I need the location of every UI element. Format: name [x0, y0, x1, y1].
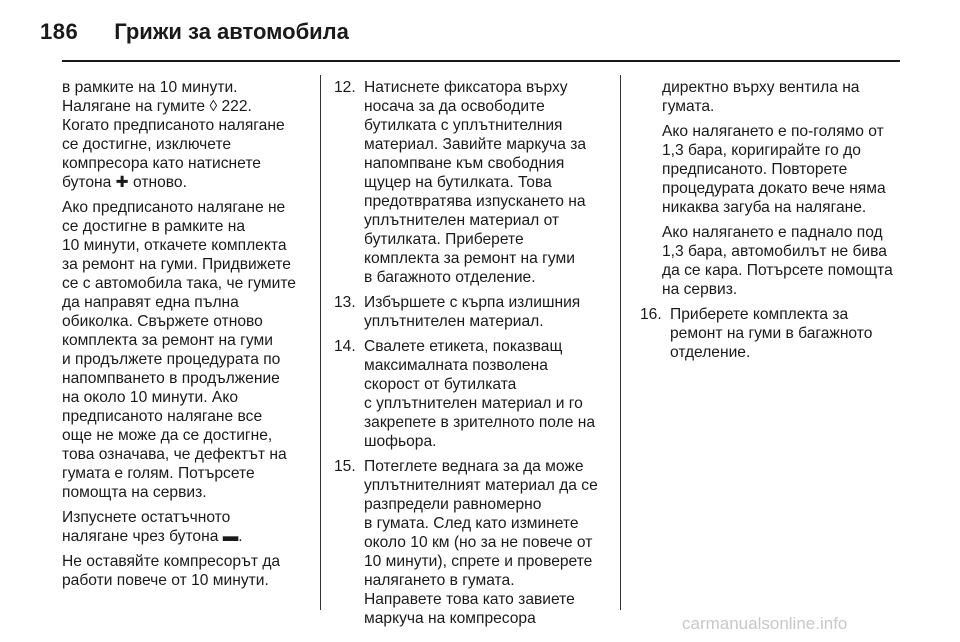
- paragraph: Ако налягането е по-голямо от 1,3 бара, коригирайте го до предписаното. Повторете процедурата докато вече няма никаква загуба на налягане.: [662, 123, 886, 216]
- page-number: 186: [40, 19, 79, 44]
- item-number: 14.: [334, 338, 356, 355]
- header-rule: [62, 60, 900, 62]
- chapter-title: Грижи за автомобила: [114, 19, 349, 44]
- column-left: [62, 78, 314, 596]
- item-text: Избършете с кърпа излишния уплътнителен материал.: [364, 294, 581, 330]
- item-text: Натиснете фиксатора върху носача за да освободите бутилката с уплътнителния материал. Завийте маркуча за напомпване към свободния щуцер на бутилката. Това предотвратява изпускането на уплътнителен материал от бутилката. Приберете комплекта за ремонт на гуми в багажното отделение.: [364, 79, 587, 286]
- item-text: Свалете етикета, показващ максималната позволена скорост от бутилката с уплътнителен материал и го закрепете в зрителното поле на шофьора.: [364, 338, 596, 450]
- item-text: Потеглете веднага за да може уплътнителният материал да се разпредели равномерно в гумата. След като изминете около 10 км (но за не повече от 10 минути), спрете и проверете налягането в гумата. Направете това като завиете маркуча на компресора: [364, 458, 598, 627]
- page-header: [40, 12, 349, 52]
- item-number: 13.: [334, 294, 356, 311]
- column-middle: [334, 78, 606, 634]
- paragraph: Ако предписаното налягане не се достигне в рамките на 10 минути, откачете комплекта за ремонт на гуми. Придвижете се с автомобила така, че гумите да направят една пълна обиколка. Свържете отново комплекта за ремонт на гуми и продължете процедурата по напомпването в продължение на около 10 минути. Ако предписаното налягане все още не може да се достигне, това означава, че дефектът на гумата е голям. Потърсете помощта на сервиз.: [62, 199, 296, 501]
- item-text: Приберете комплекта за ремонт на гуми в багажното отделение.: [670, 306, 873, 361]
- list-item: [334, 293, 606, 331]
- paragraph: Изпуснете остатъчното налягане чрез бутона ▬.: [62, 509, 243, 545]
- watermark: carmanualsonline.info: [682, 614, 848, 633]
- list-item: [334, 78, 606, 287]
- list-item: [640, 305, 902, 362]
- column-divider-2: [620, 75, 621, 610]
- column-divider-1: [320, 75, 321, 610]
- paragraph: в рамките на 10 минути. Налягане на гумите ◊ 222. Когато предписаното налягане се достигне, изключете компресора като натиснете бутона ✚ отново.: [62, 79, 285, 191]
- list-item: [334, 337, 606, 451]
- paragraph: директно върху вентила на гумата.: [662, 79, 860, 115]
- item-number: 16.: [640, 306, 662, 323]
- column-right: [640, 78, 902, 368]
- item-number: 15.: [334, 458, 356, 475]
- paragraph: Ако налягането е паднало под 1,3 бара, автомобилът не бива да се кара. Потърсете помощта на сервиз.: [662, 224, 893, 298]
- item-number: 12.: [334, 79, 356, 96]
- paragraph: Не оставяйте компресорът да работи повече от 10 минути.: [62, 553, 281, 589]
- list-item: [334, 457, 606, 628]
